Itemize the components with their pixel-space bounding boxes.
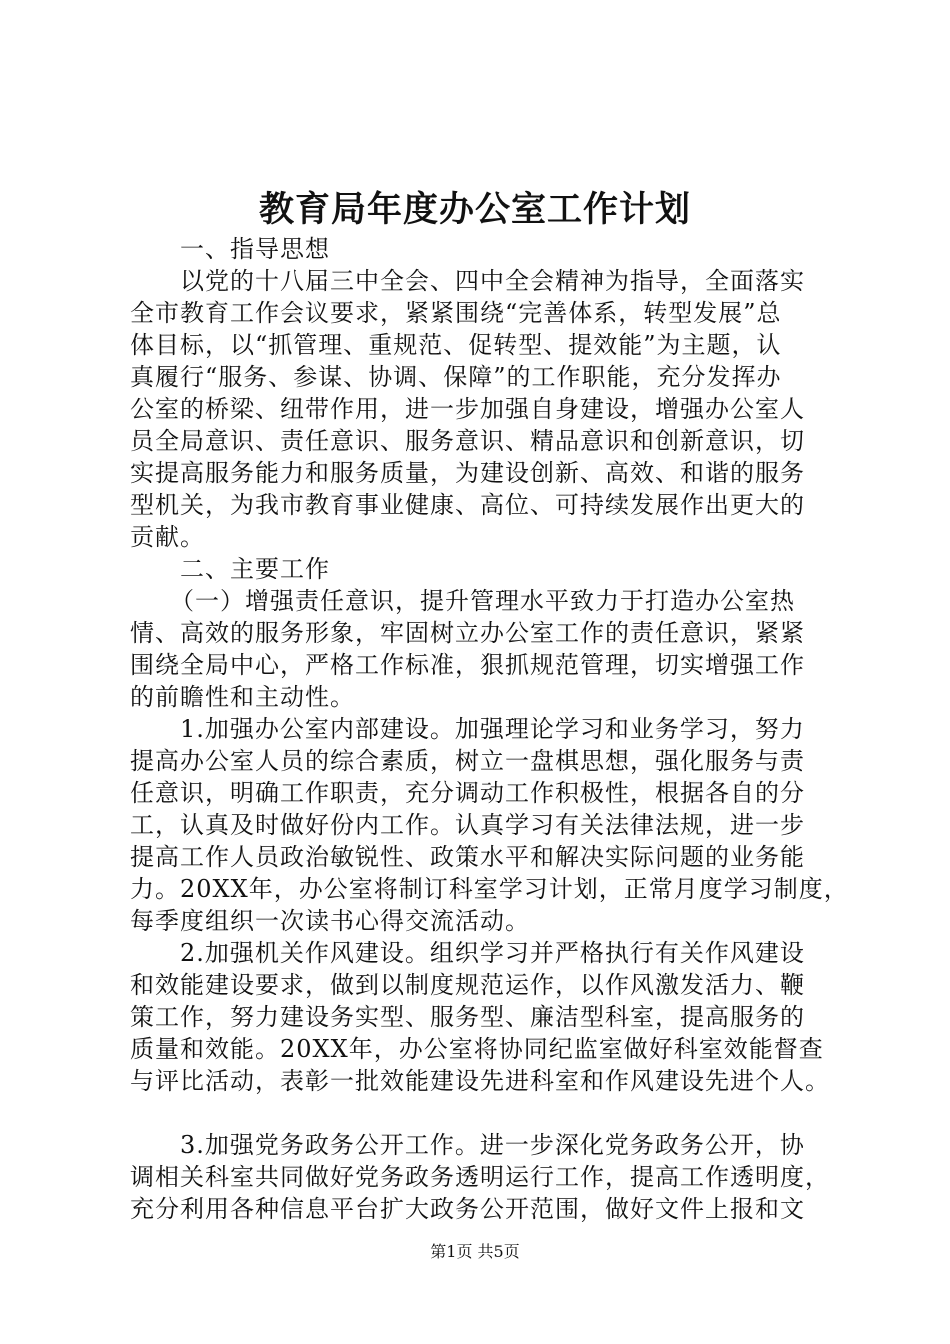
paragraph-line: 力。20XX年，办公室将制订科室学习计划，正常月度学习制度， bbox=[130, 875, 849, 903]
paragraph-line: 公室的桥梁、纽带作用，进一步加强自身建设，增强办公室人 bbox=[130, 395, 805, 423]
section-heading-1: 一、指导思想 bbox=[180, 235, 330, 263]
section-heading-2: 二、主要工作 bbox=[180, 555, 330, 583]
paragraph-line: 体目标，以“抓管理、重规范、促转型、提效能”为主题，认 bbox=[130, 331, 782, 359]
subsection-heading: （一）增强责任意识，提升管理水平致力于打造办公室热 bbox=[170, 587, 795, 615]
paragraph-line: 和效能建设要求，做到以制度规范运作，以作风激发活力、鞭 bbox=[130, 971, 805, 999]
paragraph-line: 策工作，努力建设务实型、服务型、廉洁型科室，提高服务的 bbox=[130, 1003, 805, 1031]
paragraph-line: 调相关科室共同做好党务政务透明运行工作，提高工作透明度， bbox=[130, 1163, 830, 1191]
paragraph-line: 质量和效能。20XX年，办公室将协同纪监室做好科室效能督查 bbox=[130, 1035, 824, 1063]
paragraph-line: 每季度组织一次读书心得交流活动。 bbox=[130, 907, 530, 935]
paragraph-line: 真履行“服务、参谋、协调、保障”的工作职能，充分发挥办 bbox=[130, 363, 782, 391]
item-heading-3: 3.加强党务政务公开工作。进一步深化党务政务公开，协 bbox=[180, 1131, 805, 1159]
paragraph-line: 与评比活动，表彰一批效能建设先进科室和作风建设先进个人。 bbox=[130, 1067, 830, 1095]
paragraph-line: 提高工作人员政治敏锐性、政策水平和解决实际问题的业务能 bbox=[130, 843, 805, 871]
paragraph-line: 充分利用各种信息平台扩大政务公开范围，做好文件上报和文 bbox=[130, 1195, 805, 1223]
paragraph-line: 型机关，为我市教育事业健康、高位、可持续发展作出更大的 bbox=[130, 491, 805, 519]
paragraph-line: 提高办公室人员的综合素质，树立一盘棋思想，强化服务与责 bbox=[130, 747, 805, 775]
document-title: 教育局年度办公室工作计划 bbox=[258, 189, 691, 230]
blank-line bbox=[130, 1097, 830, 1129]
paragraph-line: 全市教育工作会议要求，紧紧围绕“完善体系，转型发展”总 bbox=[130, 299, 782, 327]
document-body bbox=[130, 233, 849, 1225]
paragraph-line: 贡献。 bbox=[130, 523, 205, 551]
paragraph-line: 的前瞻性和主动性。 bbox=[130, 683, 355, 711]
page-number-footer: 第1页 共5页 bbox=[430, 1242, 520, 1261]
item-heading-1: 1.加强办公室内部建设。加强理论学习和业务学习，努力 bbox=[180, 715, 805, 743]
paragraph-line: 围绕全局中心，严格工作标准，狠抓规范管理，切实增强工作 bbox=[130, 651, 805, 679]
paragraph-line: 以党的十八届三中全会、四中全会精神为指导，全面落实 bbox=[180, 267, 805, 295]
paragraph-line: 实提高服务能力和服务质量，为建设创新、高效、和谐的服务 bbox=[130, 459, 805, 487]
paragraph-line: 任意识，明确工作职责，充分调动工作积极性，根据各自的分 bbox=[130, 779, 805, 807]
paragraph-line: 工，认真及时做好份内工作。认真学习有关法律法规，进一步 bbox=[130, 811, 805, 839]
item-heading-2: 2.加强机关作风建设。组织学习并严格执行有关作风建设 bbox=[180, 939, 805, 967]
paragraph-line: 情、高效的服务形象，牢固树立办公室工作的责任意识，紧紧 bbox=[130, 619, 805, 647]
paragraph-line: 员全局意识、责任意识、服务意识、精品意识和创新意识，切 bbox=[130, 427, 805, 455]
